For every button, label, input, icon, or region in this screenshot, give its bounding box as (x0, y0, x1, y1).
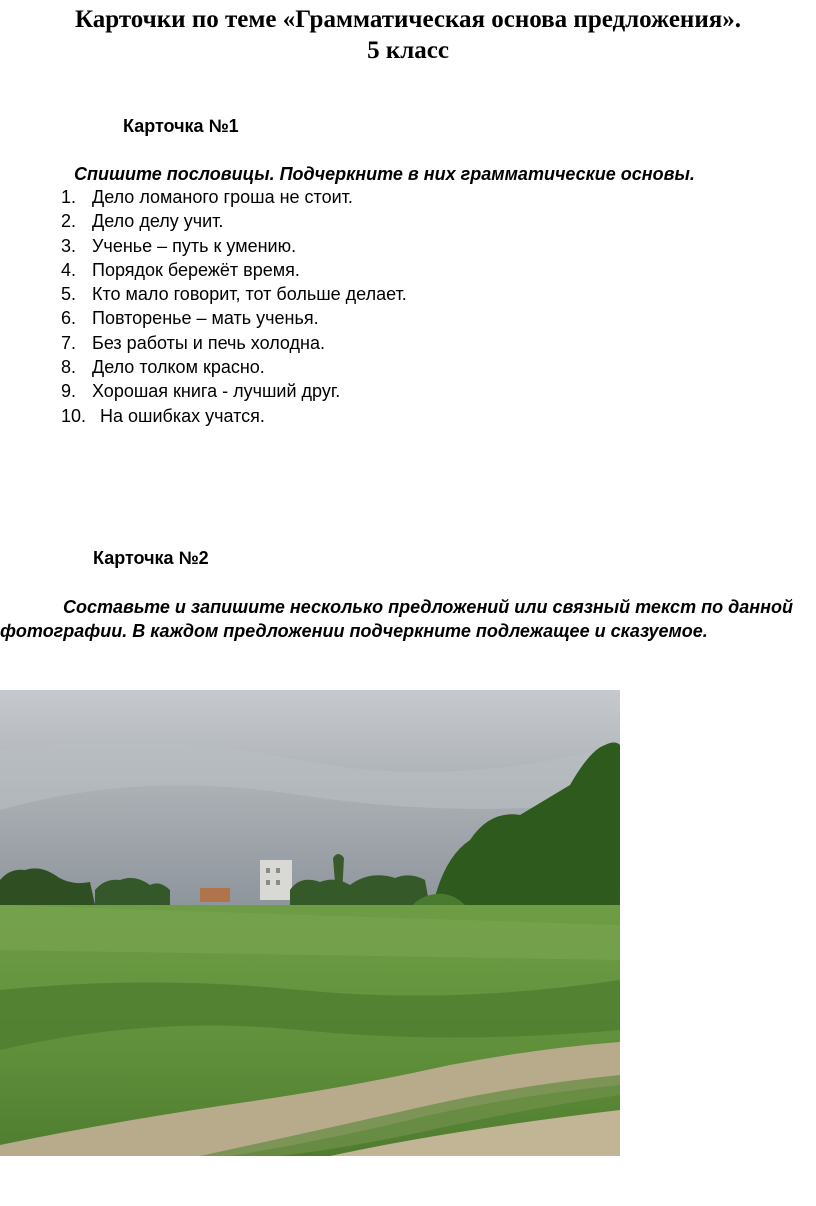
list-item-text: Хорошая книга - лучший друг. (92, 381, 341, 402)
list-item (61, 355, 407, 379)
list-item-number: 3. (61, 235, 77, 256)
proverb-list (61, 185, 407, 428)
list-item-number: 5. (61, 284, 77, 305)
list-item-text: Дело толком красно. (92, 357, 265, 378)
list-item-number: 4. (61, 259, 77, 280)
list-item-number: 9. (61, 381, 77, 402)
page-title-line1: Карточки по теме «Грамматическая основа предложения». (74, 6, 742, 33)
list-item (61, 331, 407, 355)
list-item-number: 8. (61, 357, 77, 378)
list-item-text: На ошибках учатся. (100, 405, 265, 426)
list-item-text: Повторенье – мать ученья. (92, 308, 319, 329)
card1-heading: Карточка №1 (123, 116, 239, 136)
list-item (61, 379, 407, 403)
list-item (61, 209, 407, 233)
list-item (61, 282, 407, 306)
card2-instruction: Составьте и запишите несколько предложений или связный текст по данной фотографии. В каждом предложении подчеркните подлежащее и сказуемое. (0, 597, 793, 641)
tower-window (276, 880, 280, 885)
tower-window (266, 880, 270, 885)
card1-instruction: Спишите пословицы. Подчеркните в них грамматические основы. (74, 164, 695, 184)
card2-heading: Карточка №2 (93, 548, 209, 568)
list-item-number: 6. (61, 308, 77, 329)
treeline-middle (290, 875, 430, 908)
list-item (61, 185, 407, 209)
red-house (200, 888, 230, 902)
list-item-text: Дело ломаного гроша не стоит. (92, 187, 353, 207)
list-item-number: 2. (61, 211, 77, 232)
tower-window (266, 868, 270, 873)
list-item-number: 10. (61, 405, 87, 426)
list-item (61, 234, 407, 258)
list-item-text: Порядок бережёт время. (92, 259, 300, 280)
list-item-text: Ученье – путь к умению. (92, 235, 297, 256)
page-title (0, 4, 816, 66)
list-item-text: Дело делу учит. (92, 211, 224, 232)
list-item (61, 306, 407, 330)
landscape-illustration (0, 690, 620, 1156)
list-item-number: 7. (61, 332, 77, 353)
list-item (61, 404, 407, 428)
list-item-number: 1. (61, 187, 77, 207)
page-title-line2: 5 класс (367, 37, 449, 64)
list-item (61, 258, 407, 282)
landscape-photo (0, 690, 620, 1156)
list-item-text: Без работы и печь холодна. (92, 332, 325, 353)
tower-window (276, 868, 280, 873)
list-item-text: Кто мало говорит, тот больше делает. (92, 284, 407, 305)
